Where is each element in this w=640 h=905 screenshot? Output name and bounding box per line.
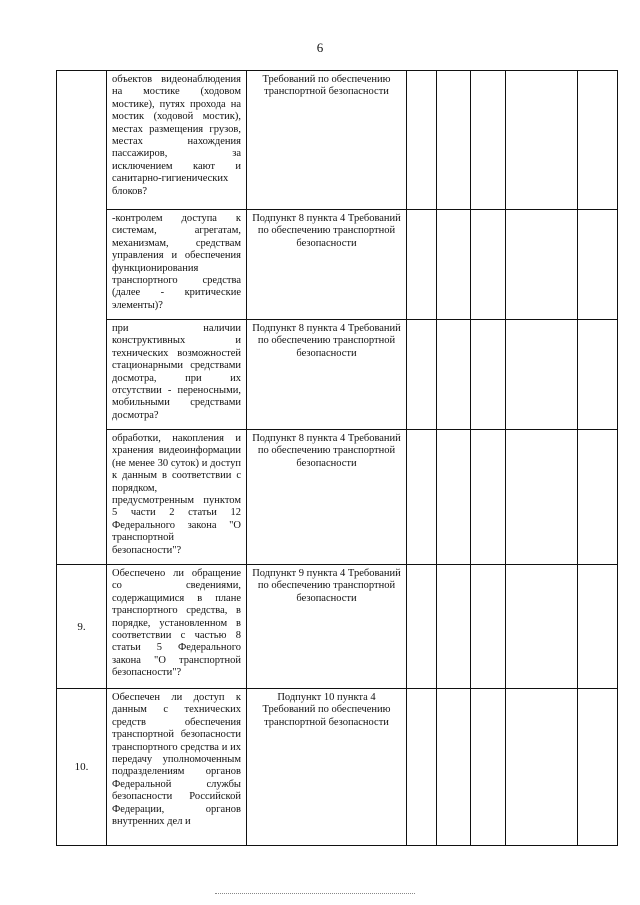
legal-basis-cell	[247, 71, 407, 210]
answer-cell	[437, 689, 471, 846]
legal-basis-text: Подпункт 10 пункта 4 Требований по обеспечению транспортной безопасности	[262, 692, 391, 728]
answer-cell	[407, 71, 437, 210]
question-cell	[107, 71, 247, 210]
item-number-cell	[57, 71, 107, 565]
answer-cell	[471, 430, 506, 565]
answer-cell	[506, 71, 578, 210]
question-text: объектов видеонаблюдения на мостике (ходовом мостике), путях прохода на мостик (ходовой мостик), местах размещения грузов, местах нахождения пассажиров, за исключением кают и санитарно-гигиенических блоков?	[112, 74, 241, 197]
answer-cell	[471, 689, 506, 846]
table-row	[57, 430, 618, 565]
answer-cell	[506, 430, 578, 565]
answer-cell	[437, 430, 471, 565]
checklist-table	[56, 70, 618, 846]
answer-cell	[506, 565, 578, 689]
page-number: 6	[316, 40, 324, 55]
question-text: -контролем доступа к системам, агрегатам, механизмам, средствам управления и обеспечения функционирования транспортного средства (далее - критические элементы)?	[112, 213, 241, 311]
question-cell	[107, 320, 247, 430]
answer-cell	[407, 689, 437, 846]
answer-cell	[407, 430, 437, 565]
answer-cell	[471, 565, 506, 689]
table-row	[57, 320, 618, 430]
scan-artifact	[215, 893, 415, 900]
answer-cell	[578, 320, 618, 430]
question-text: Обеспечено ли обращение со сведениями, содержащимися в плане транспортного средства, в порядке, установленном в соответствии с частью 8 статьи 5 Федерального закона "О транспортной безопасности"?	[112, 568, 241, 679]
item-number-cell	[57, 689, 107, 846]
table-row	[57, 689, 618, 846]
question-text: при наличии конструктивных и технических возможностей стационарными средствами досмотра, при их отсутствии - переносными, мобильными средствами досмотра?	[112, 323, 241, 421]
legal-basis-cell	[247, 320, 407, 430]
question-cell	[107, 210, 247, 320]
legal-basis-cell	[247, 210, 407, 320]
answer-cell	[506, 689, 578, 846]
answer-cell	[506, 320, 578, 430]
item-number: 10.	[74, 761, 89, 774]
answer-cell	[578, 430, 618, 565]
answer-cell	[578, 71, 618, 210]
legal-basis-cell	[247, 430, 407, 565]
answer-cell	[471, 71, 506, 210]
table-row	[57, 565, 618, 689]
question-cell	[107, 430, 247, 565]
answer-cell	[407, 320, 437, 430]
answer-cell	[437, 210, 471, 320]
answer-cell	[578, 565, 618, 689]
answer-cell	[506, 210, 578, 320]
legal-basis-text: Подпункт 8 пункта 4 Требований по обеспечению транспортной безопасности	[252, 213, 401, 249]
answer-cell	[471, 210, 506, 320]
answer-cell	[407, 565, 437, 689]
answer-cell	[471, 320, 506, 430]
legal-basis-text: Требований по обеспечению транспортной безопасности	[262, 74, 391, 98]
table-row	[57, 210, 618, 320]
answer-cell	[437, 320, 471, 430]
answer-cell	[437, 71, 471, 210]
table-row	[57, 71, 618, 210]
item-number-cell	[57, 565, 107, 689]
question-text: Обеспечен ли доступ к данным с технических средств обеспечения транспортной безопасности транспортного средства и их передачу уполномоченным подразделениям органов Федеральной службы безопасности Российской Федерации, органов внутренних дел и	[112, 692, 241, 828]
question-text: обработки, накопления и хранения видеоинформации (не менее 30 суток) и доступ к данным в соответствии с порядком, предусмотренным пунктом 5 части 2 статьи 12 Федерального закона "О транспортной безопасности"?	[112, 433, 241, 556]
answer-cell	[437, 565, 471, 689]
answer-cell	[407, 210, 437, 320]
legal-basis-cell	[247, 689, 407, 846]
answer-cell	[578, 689, 618, 846]
legal-basis-text: Подпункт 8 пункта 4 Требований по обеспечению транспортной безопасности	[252, 323, 401, 359]
legal-basis-text: Подпункт 9 пункта 4 Требований по обеспечению транспортной безопасности	[252, 568, 401, 604]
answer-cell	[578, 210, 618, 320]
question-cell	[107, 689, 247, 846]
item-number: 9.	[77, 620, 86, 633]
question-cell	[107, 565, 247, 689]
legal-basis-cell	[247, 565, 407, 689]
legal-basis-text: Подпункт 8 пункта 4 Требований по обеспечению транспортной безопасности	[252, 433, 401, 469]
